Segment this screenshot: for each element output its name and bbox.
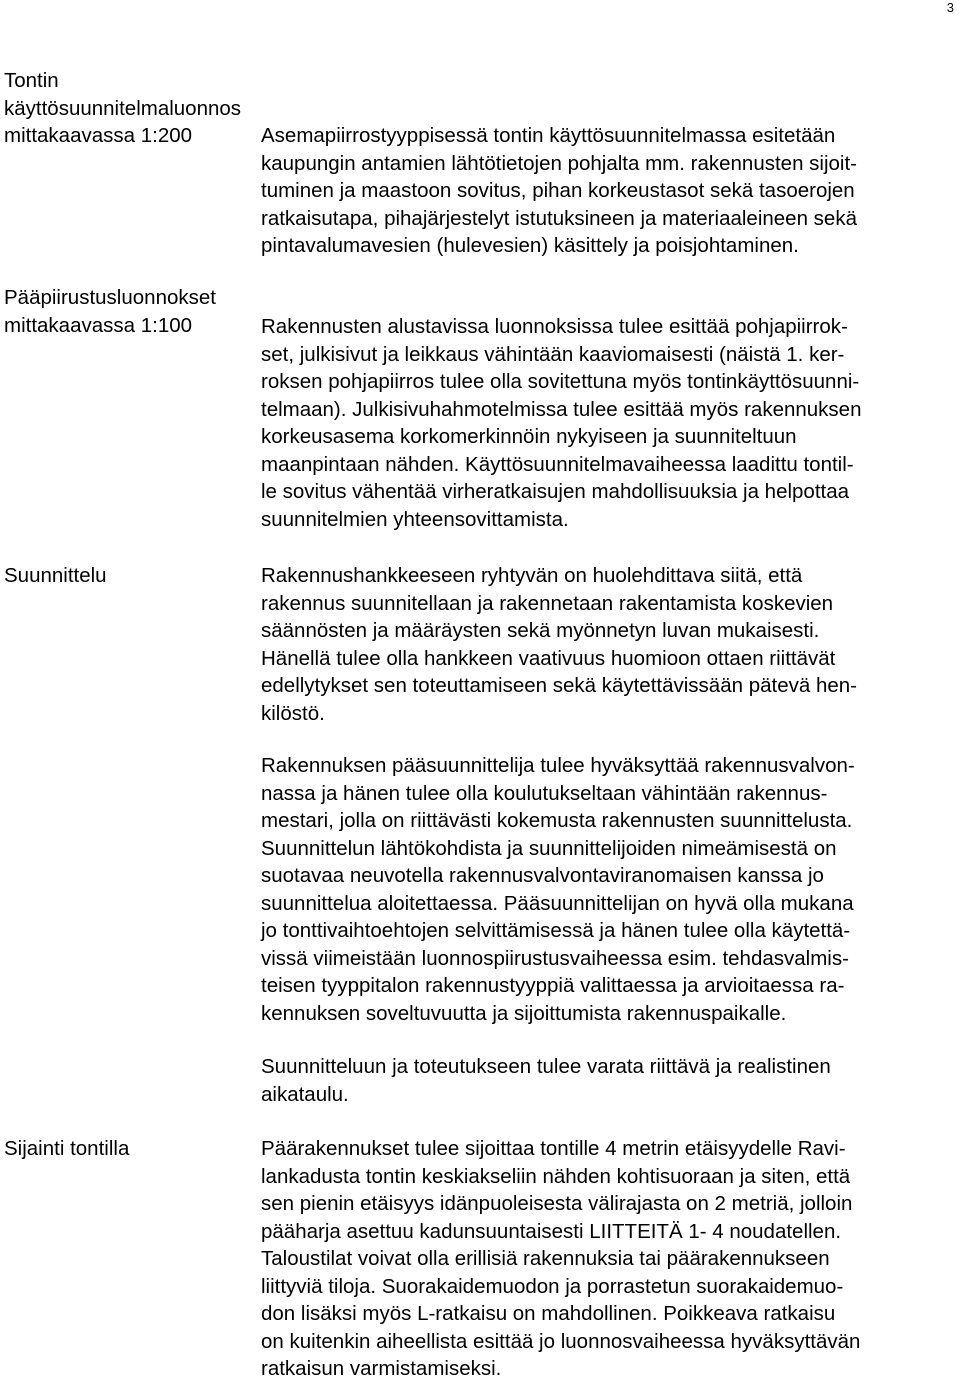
text-line: vissä viimeistään luonnospiirustusvaiheessa esim. tehdasvalmis-	[261, 946, 849, 970]
text-line: Rakennusten alustavissa luonnoksissa tulee esittää pohjapiirrok-	[261, 315, 848, 338]
paragraph-location-on-plot	[261, 1135, 960, 1383]
text-line: pintavalumavesien (hulevesien) käsittely ja poisjohtaminen.	[261, 234, 799, 257]
section-heading-main-drawings	[4, 284, 254, 339]
text-line: nassa ja hänen tulee olla koulutukseltaan vähintään rakennus-	[261, 781, 828, 805]
section-heading-location-on-plot	[4, 1135, 254, 1163]
text-line: korkeusasema korkomerkinnöin nykyiseen ja suunniteltuun	[261, 425, 797, 448]
text-line: ratkaisutapa, pihajärjestelyt istutuksineen ja materiaaleineen sekä	[261, 206, 857, 230]
text-line: rakennus suunnitellaan ja rakennetaan rakentamista koskevien	[261, 591, 834, 615]
text-line: Rakennuksen pääsuunnittelija tulee hyväksyttää rakennusvalvon-	[261, 754, 855, 777]
text-line: pääharja asettuu kadunsuuntaisesti LIITTEITÄ 1- 4 noudatellen.	[261, 1219, 842, 1243]
heading-line: mittakaavassa 1:100	[4, 313, 193, 337]
heading-line: Pääpiirustusluonnokset	[4, 286, 216, 309]
text-line: aikataulu.	[261, 1082, 349, 1106]
paragraph-site-plan	[261, 122, 960, 260]
text-line: liittyviä tiloja. Suorakaidemuodon ja porrastetun suorakaidemuo-	[261, 1274, 844, 1298]
text-line: le sovitus vähentää virheratkaisujen mahdollisuuksia ja helpottaa	[261, 480, 850, 503]
paragraph-design-2	[261, 752, 960, 1027]
text-line: suunnitelmien yhteensovittamista.	[261, 507, 569, 531]
paragraph-main-drawings	[261, 313, 960, 533]
text-line: maanpintaan nähden. Käyttösuunnitelmavaiheessa laadittu tontil-	[261, 452, 854, 476]
heading-line: Suunnittelu	[4, 564, 107, 587]
heading-line: Tontin käyttösuunnitelmaluonnos	[4, 69, 242, 120]
section-heading-design	[4, 562, 254, 590]
text-line: Suunnittelun lähtökohdista ja suunnittelijoiden nimeämisestä on	[261, 836, 837, 860]
text-line: kaupungin antamien lähtötietojen pohjalta mm. rakennusten sijoit-	[261, 151, 858, 175]
text-line: suunnittelua aloitettaessa. Pääsuunnittelijan on hyvä olla mukana	[261, 891, 854, 915]
text-line: Hänellä tulee olla hankkeen vaativuus huomioon ottaen riittävät	[261, 646, 836, 670]
text-line: Suunnitteluun ja toteutukseen tulee varata riittävä ja realistinen	[261, 1055, 831, 1078]
text-line: roksen pohjapiirros tulee olla sovitettuna myös tontinkäyttösuunni-	[261, 370, 860, 393]
text-line: kennuksen soveltuvuutta ja sijoittumista rakennuspaikalle.	[261, 1001, 787, 1025]
text-line: Asemapiirrostyyppisessä tontin käyttösuunnitelmassa esitetään	[261, 124, 836, 147]
section-heading-site-plan	[4, 67, 254, 150]
text-line: set, julkisivut ja leikkaus vähintään kaaviomaisesti (näistä 1. ker-	[261, 342, 845, 366]
text-line: telmaan). Julkisivuhahmotelmissa tulee esittää myös rakennuksen	[261, 397, 862, 421]
text-line: on kuitenkin aiheellista esittää jo luonnosvaiheessa hyväksyttävän	[261, 1329, 861, 1353]
text-line: lankadusta tontin keskiakseliin nähden kohtisuoraan ja siten, että	[261, 1164, 851, 1188]
heading-line: mittakaavassa 1:200	[4, 124, 193, 147]
text-line: Rakennushankkeeseen ryhtyvän on huolehdittava siitä, että	[261, 564, 803, 587]
text-line: Päärakennukset tulee sijoittaa tontille 4 metrin etäisyydelle Ravi-	[261, 1137, 846, 1160]
page-number: 3	[946, 0, 954, 15]
text-line: jo tonttivaihtoehtojen selvittämisessä ja hänen tulee olla käytettä-	[261, 919, 851, 942]
text-line: sen pienin etäisyys idänpuoleisesta välirajasta on 2 metriä, jolloin	[261, 1192, 853, 1215]
text-line: mestari, jolla on riittävästi kokemusta rakennusten suunnittelusta.	[261, 809, 853, 832]
text-line: edellytykset sen toteuttamiseen sekä käytettävissään pätevä hen-	[261, 674, 857, 697]
text-line: säännösten ja määräysten sekä myönnetyn luvan mukaisesti.	[261, 619, 820, 642]
text-line: kilöstö.	[261, 701, 325, 725]
text-line: Taloustilat voivat olla erillisiä rakennuksia tai päärakennukseen	[261, 1247, 830, 1270]
paragraph-design-1	[261, 562, 960, 727]
text-line: don lisäksi myös L-ratkaisu on mahdollinen. Poikkeava ratkaisu	[261, 1302, 836, 1325]
paragraph-design-3	[261, 1053, 960, 1108]
text-line: suotavaa neuvotella rakennusvalvontaviranomaisen kanssa jo	[261, 864, 824, 887]
text-line: teisen tyyppitalon rakennustyyppiä valittaessa ja arvioitaessa ra-	[261, 974, 845, 997]
text-line: ratkaisun varmistamiseksi.	[261, 1357, 502, 1380]
text-line: tuminen ja maastoon sovitus, pihan korkeustasot sekä tasoerojen	[261, 179, 855, 202]
heading-line: Sijainti tontilla	[4, 1137, 130, 1160]
